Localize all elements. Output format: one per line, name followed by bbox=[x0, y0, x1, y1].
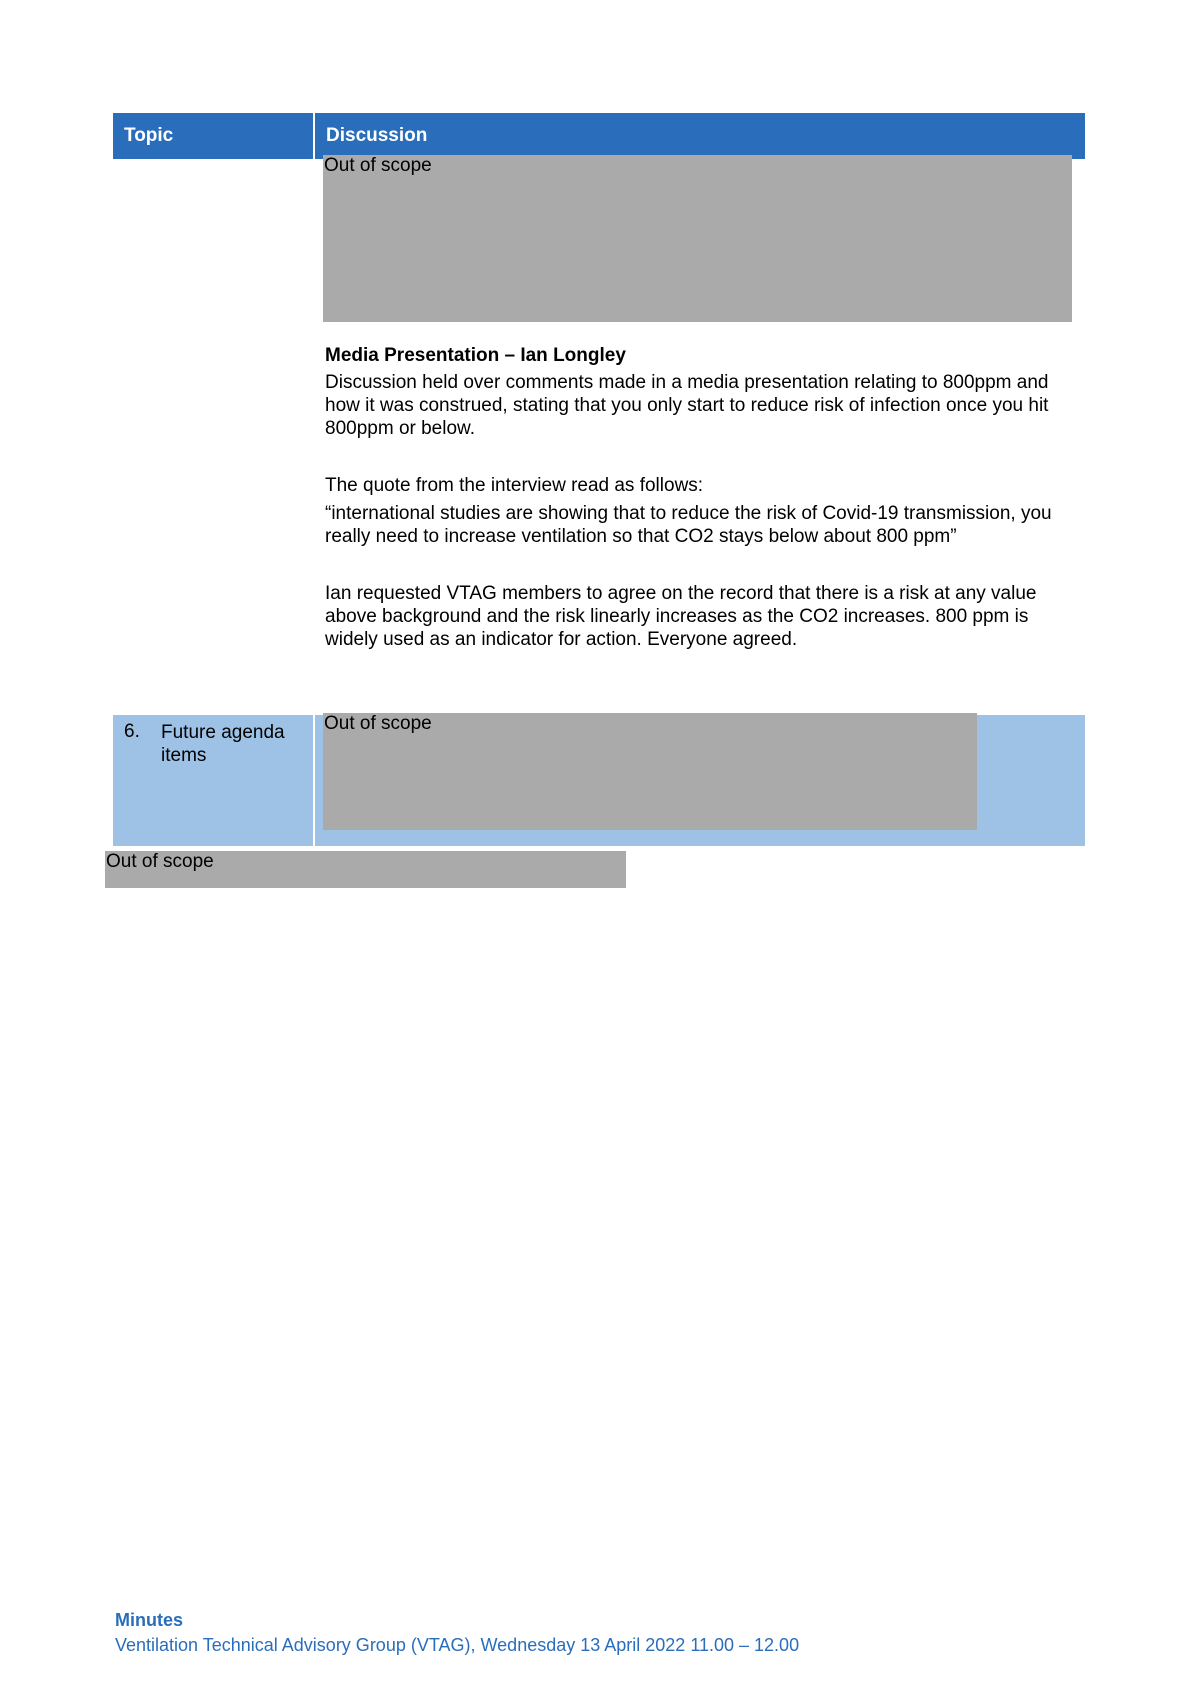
redaction-label: Out of scope bbox=[106, 851, 214, 872]
row6-number: 6. bbox=[124, 721, 140, 742]
media-paragraph-1: Discussion held over comments made in a media presentation relating to 800ppm and how it was construed, stating that you only start to reduce risk of infection once you hit 800ppm or below. bbox=[325, 372, 1049, 439]
header-topic bbox=[113, 113, 313, 159]
media-quote: “international studies are showing that to reduce the risk of Covid-19 transmission, you really need to increase ventilation so that CO2 stays below about 800 ppm” bbox=[325, 503, 1052, 547]
row6-topic: Future agenda items bbox=[161, 722, 285, 766]
header-topic-label: Topic bbox=[124, 125, 174, 146]
media-paragraph-2: The quote from the interview read as follows: bbox=[325, 475, 704, 496]
media-heading: Media Presentation – Ian Longley bbox=[325, 345, 626, 366]
redaction-block bbox=[105, 851, 626, 888]
redaction-block bbox=[323, 155, 1072, 322]
media-section bbox=[325, 344, 1085, 651]
footer-subtitle: Ventilation Technical Advisory Group (VTAG), Wednesday 13 April 2022 11.00 – 12.00 bbox=[115, 1635, 800, 1655]
redaction-block bbox=[323, 713, 977, 830]
media-paragraph-4: Ian requested VTAG members to agree on the record that there is a risk at any value above background and the risk linearly increases as the CO2 increases. 800 ppm is widely used as an indicator for action. Everyone agreed. bbox=[325, 583, 1037, 650]
row6-topic-cell bbox=[113, 715, 313, 846]
redaction-label: Out of scope bbox=[324, 155, 432, 176]
redaction-label: Out of scope bbox=[324, 713, 432, 734]
header-discussion bbox=[315, 113, 1085, 159]
footer-title: Minutes bbox=[115, 1610, 184, 1630]
header-discussion-label: Discussion bbox=[326, 125, 428, 146]
